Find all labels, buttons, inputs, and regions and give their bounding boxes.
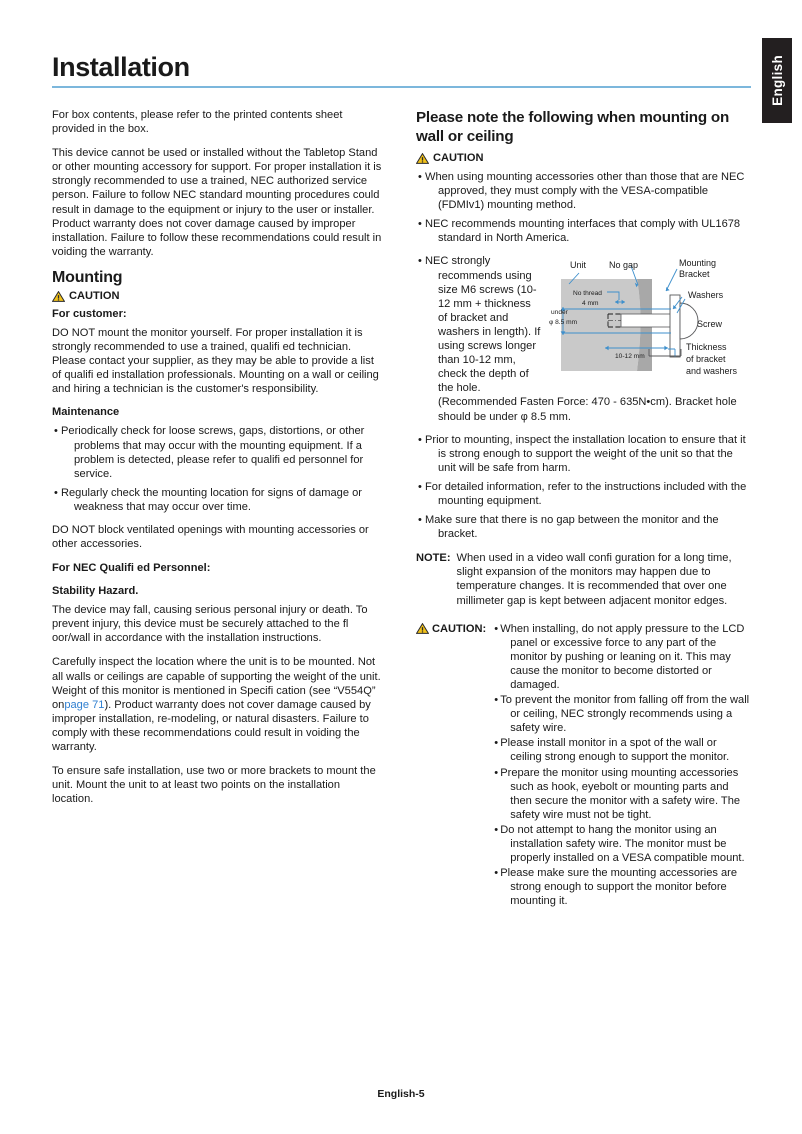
caution-block-body	[494, 622, 751, 918]
page-71-link[interactable]: page 71	[64, 698, 105, 711]
figure-label-unit: Unit	[570, 260, 587, 271]
figure-label-under-1: under	[551, 309, 568, 317]
list-item: • To prevent the monitor from falling off from the wall or ceiling, NEC strongly recommends using a safety wire.	[494, 693, 751, 735]
language-side-tab	[762, 38, 792, 123]
caution-label: CAUTION	[69, 289, 120, 302]
warning-triangle-icon	[416, 153, 429, 164]
list-item: • Prepare the monitor using mounting accessories such as hook, eyebolt or mounting parts and then secure the monitor with a safety wire. The safety wire must not be tight.	[494, 766, 751, 822]
maintenance-heading: Maintenance	[52, 406, 120, 419]
caution-label: CAUTION	[433, 152, 484, 164]
list-item: • NEC recommends mounting interfaces that comply with UL1678 standard in North America.	[416, 217, 751, 245]
maintenance-bullet-list	[52, 424, 384, 514]
figure-label-no-gap: No gap	[609, 260, 639, 271]
caution-block-header	[416, 622, 494, 636]
right-column	[416, 108, 751, 918]
list-item: • Make sure that there is no gap between the monitor and the bracket.	[416, 513, 751, 541]
caution-notice-mounting	[52, 290, 384, 303]
do-not-block-paragraph: DO NOT block ventilated openings with mounting accessories or other accessories.	[52, 523, 369, 551]
inspect-text-part-2: ). Product warranty does not cover damage caused by improper installation, re-modeling, or natural disasters. Failure to comply with these recommendations could result in voiding the warranty.	[52, 698, 371, 753]
figure-label-washers: Washers	[688, 290, 724, 301]
mounting-note-heading: Please note the following when mounting on wall or ceiling	[416, 109, 730, 145]
intro-paragraph-1: For box contents, please refer to the printed contents sheet provided in the box.	[52, 109, 343, 136]
list-item: • Regularly check the mounting location for signs of damage or weakness that may occur over time.	[52, 486, 384, 514]
title-rule-divider	[52, 86, 751, 88]
figure-label-thickness-2: of bracket	[686, 354, 726, 365]
page-title: Installation	[52, 52, 190, 82]
figure-label-depth: 10-12 mm	[615, 353, 645, 361]
warning-triangle-icon	[416, 623, 429, 634]
figure-label-thickness-1: Thickness	[686, 342, 727, 353]
list-item: • Prior to mounting, inspect the installation location to ensure that it is strong enough to support the weight of the unit so that the unit will be safe from harm.	[416, 433, 751, 475]
figure-label-no-thread-2: 4 mm	[582, 300, 599, 308]
figure-label-under-2: φ 8.5 mm	[549, 319, 578, 327]
stability-hazard-heading: Stability Hazard.	[52, 585, 139, 598]
list-item: • Please make sure the mounting accessories are strong enough to support the monitor before mounting it.	[494, 866, 751, 908]
figure-label-mounting-bracket-1: Mounting	[679, 258, 717, 269]
inspect-text-part-1: Carefully inspect the location where the unit is to be mounted. Not all walls or ceilings are capable of supporting the weight of the unit. Weight of this monitor is mentioned in Specifi cation (see “V554Q” on	[52, 656, 381, 711]
intro-paragraph-2: This device cannot be used or installed without the Tabletop Stand or other mounting accessory for support. For proper installation it is strongly recommended to use a trained, NEC authorized service person. Failure to follow NEC standard mounting procedures could result in damage to the equipment or injury to the user or installer. Product warranty does not cover damage caused by improper installation. Failure to follow these recommendations could result in voiding the warranty.	[52, 147, 382, 258]
for-customer-heading: For customer:	[52, 307, 127, 320]
screw-spec-bullet-list	[416, 254, 751, 423]
mounting-bullet-list-top	[416, 170, 751, 245]
customer-paragraph: DO NOT mount the monitor yourself. For proper installation it is strongly recommended to use a trained, qualifi ed technician. Please contact your supplier, as they may be able to provide a list of qualifi ed installation professionals. Mounting on a wall or ceiling and hiring a technician is the customer's responsibility.	[52, 326, 379, 396]
caution-bullet-list	[494, 622, 751, 909]
list-item: • For detailed information, refer to the instructions included with the mounting equipment.	[416, 480, 751, 508]
note-block	[416, 551, 751, 607]
safe-installation-paragraph: To ensure safe installation, use two or more brackets to mount the unit. Mount the unit to at least two points on the installation location.	[52, 765, 376, 806]
caution-block-label: CAUTION:	[432, 622, 487, 635]
figure-label-screw: Screw	[697, 319, 723, 330]
language-side-tab-label: English	[769, 55, 785, 106]
figure-label-mounting-bracket-2: Bracket	[679, 269, 710, 280]
figure-label-no-thread-1: No thread	[573, 290, 602, 298]
list-item: • Periodically check for loose screws, gaps, distortions, or other problems that may occur with the mounting equipment. If a problem is detected, please refer to qualifi ed personnel for service.	[52, 424, 384, 480]
figure-label-thickness-3: and washers	[686, 366, 738, 377]
list-item: • When installing, do not apply pressure to the LCD panel or excessive force to any part of the monitor by pushing or leaning on it. This may cause the monitor to become distorted or damaged.	[494, 622, 751, 692]
caution-block	[416, 622, 751, 918]
page-footer: English-5	[377, 1088, 425, 1100]
note-label: NOTE:	[416, 552, 451, 565]
list-item: • NEC strongly recommends using size M6 screws (10-12 mm + thickness of bracket and washers in length). If using screws longer than 10-12 mm, check the depth of the hole. (Recommended Fasten Force: 470 - 635N•cm). Bracket hole should be under φ 8.5 mm.	[416, 254, 751, 423]
inspect-location-paragraph	[52, 655, 384, 754]
mounting-bullet-list-bottom	[416, 433, 751, 542]
nec-personnel-heading: For NEC Qualifi ed Personnel:	[52, 562, 211, 575]
left-column	[52, 108, 384, 816]
caution-notice-wall	[416, 152, 751, 165]
list-item: • Do not attempt to hang the monitor using an installation safety wire. The monitor must be properly installed on a VESA compatible mount.	[494, 823, 751, 865]
mounting-heading: Mounting	[52, 268, 123, 286]
warning-triangle-icon	[52, 291, 65, 302]
stability-paragraph: The device may fall, causing serious personal injury or death. To prevent injury, this device must be securely attached to the fl oor/wall in accordance with the installation instructions.	[52, 604, 368, 645]
note-text: When used in a video wall confi guration for a long time, slight expansion of the monitors may happen due to temperature changes. It is recommended that over one millimeter gap is kept between adjacent monitor edges.	[456, 552, 732, 607]
list-item: • When using mounting accessories other than those that are NEC approved, they must comply with the VESA-compatible (FDMIv1) mounting method.	[416, 170, 751, 212]
list-item: • Please install monitor in a spot of the wall or ceiling strong enough to support the monitor.	[494, 736, 751, 764]
